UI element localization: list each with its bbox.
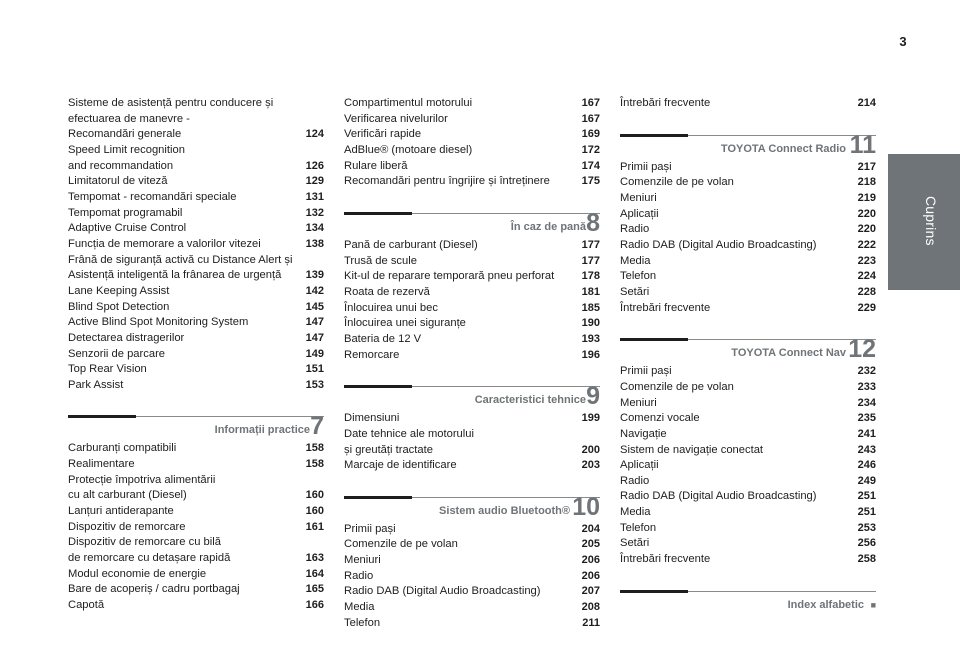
toc-entry-title: Aplicații: [620, 207, 659, 220]
toc-column-1: [68, 96, 324, 614]
toc-entry-page: 222: [857, 238, 876, 251]
toc-entry[interactable]: [68, 378, 324, 394]
toc-entry-title: Media: [344, 601, 375, 614]
section-title[interactable]: În caz de pană: [510, 220, 586, 233]
toc-entry-page: 232: [857, 365, 876, 378]
toc-entry-title: Primii pași: [344, 522, 396, 535]
toc-entry-page: 196: [581, 348, 600, 361]
toc-list: [344, 522, 600, 632]
section-header-index: [620, 578, 876, 614]
toc-entry-page: 193: [581, 332, 600, 345]
toc-entry[interactable]: [620, 536, 876, 552]
section-rule-thin: [412, 386, 600, 387]
toc-entry-page: 217: [857, 160, 876, 173]
toc-entry-page: 149: [305, 347, 324, 360]
section-number: 12: [848, 335, 876, 364]
toc-entry-page: 206: [581, 554, 600, 567]
toc-entry[interactable]: [68, 504, 324, 520]
toc-entry[interactable]: [620, 269, 876, 285]
toc-entry-title: Radio DAB (Digital Audio Broadcasting): [620, 490, 817, 503]
toc-entry[interactable]: [344, 254, 600, 270]
section-header-12: [620, 326, 876, 362]
toc-entry[interactable]: [68, 457, 324, 473]
toc-entry[interactable]: [344, 411, 600, 427]
toc-entry-page: 163: [305, 552, 324, 565]
toc-entry[interactable]: [344, 348, 600, 364]
toc-list: [68, 441, 324, 613]
toc-entry[interactable]: [344, 569, 600, 585]
section-title[interactable]: TOYOTA Connect Radio: [720, 142, 846, 155]
section-title[interactable]: Caracteristici tehnice: [474, 394, 586, 407]
section-number: 9: [586, 382, 600, 411]
toc-list: [620, 160, 876, 317]
toc-entry[interactable]: [68, 535, 324, 551]
toc-entry-title: Comenzile de pe volan: [344, 538, 458, 551]
toc-entry-title: Adaptive Cruise Control: [68, 222, 187, 235]
toc-entry[interactable]: [620, 254, 876, 270]
section-rule-thin: [412, 213, 600, 214]
toc-entry-page: 142: [305, 284, 324, 297]
toc-entry[interactable]: [344, 427, 600, 443]
toc-entry-title: Primii pași: [620, 365, 672, 378]
toc-entry[interactable]: [344, 238, 600, 254]
toc-entry[interactable]: [620, 207, 876, 223]
toc-entry[interactable]: [620, 489, 876, 505]
toc-entry-page: 219: [857, 191, 876, 204]
toc-entry-title: Telefon: [620, 270, 657, 283]
toc-entry-title: Setări: [620, 537, 650, 550]
toc-entry-title: Comenzile de pe volan: [620, 380, 734, 393]
toc-entry-page: 167: [581, 97, 600, 109]
section-rule: [620, 338, 688, 341]
toc-entry-title: Întrebări frecvente: [620, 97, 711, 109]
toc-entry-page: 241: [857, 427, 876, 440]
toc-entry[interactable]: [344, 553, 600, 569]
section-rule: [344, 212, 412, 215]
toc-entry[interactable]: [68, 253, 324, 269]
toc-entry-page: 147: [305, 331, 324, 344]
toc-entry[interactable]: [344, 616, 600, 632]
toc-entry[interactable]: [344, 269, 600, 285]
toc-entry-title: Tempomat programabil: [68, 206, 183, 219]
toc-entry-title: Remorcare: [344, 348, 400, 361]
side-tab-label: Cuprins: [923, 196, 939, 246]
toc-entry-page: 129: [305, 175, 324, 188]
toc-entry-title: Comenzile de pe volan: [620, 176, 734, 189]
toc-entry[interactable]: [344, 285, 600, 301]
toc-entry-page: 158: [305, 442, 324, 455]
toc-entry-page: 147: [305, 316, 324, 329]
toc-entry-page: 224: [857, 270, 876, 283]
toc-entry-page: 158: [305, 458, 324, 471]
toc-entry[interactable]: [620, 238, 876, 254]
toc-entry-title: Verificări rapide: [344, 128, 422, 141]
section-header-7: [68, 403, 324, 439]
toc-entry-title: Media: [620, 254, 651, 267]
section-rule-thin: [688, 135, 876, 136]
toc-entry-title: Radio DAB (Digital Audio Broadcasting): [344, 585, 541, 598]
toc-entry[interactable]: [620, 474, 876, 490]
toc-entry[interactable]: [344, 584, 600, 600]
toc-entry[interactable]: [68, 190, 324, 206]
toc-entry-page: 203: [581, 459, 600, 472]
toc-entry-title: Sisteme de asistență pentru conducere și: [68, 97, 274, 109]
toc-entry-page: 199: [581, 412, 600, 425]
toc-entry-title: Kit-ul de reparare temporară pneu perforat: [344, 270, 555, 283]
toc-entry-title: Dimensiuni: [344, 412, 400, 425]
section-rule: [620, 134, 688, 137]
toc-entry[interactable]: [620, 505, 876, 521]
toc-entry-title: Radio: [620, 474, 650, 487]
toc-entry-title: Top Rear Vision: [68, 363, 147, 376]
toc-column-3: [620, 96, 876, 616]
toc-list: [68, 96, 324, 393]
toc-entry[interactable]: [68, 347, 324, 363]
toc-entry-title: cu alt carburant (Diesel): [68, 489, 187, 502]
toc-entry-page: 256: [857, 537, 876, 550]
toc-entry-title: Recomandări pentru îngrijire și întreținere: [344, 175, 550, 188]
section-rule-thin: [136, 416, 324, 417]
toc-entry[interactable]: [620, 411, 876, 427]
toc-entry[interactable]: [620, 396, 876, 412]
toc-entry-page: 166: [305, 599, 324, 612]
toc-entry-title: Senzorii de parcare: [68, 347, 166, 360]
toc-entry-page: 124: [305, 128, 324, 141]
toc-entry-page: 243: [857, 443, 876, 456]
toc-entry-page: 160: [305, 505, 324, 518]
toc-entry-title: Realimentare: [68, 458, 135, 471]
toc-entry-page: 200: [581, 443, 600, 456]
toc-entry-page: 229: [857, 301, 876, 314]
toc-entry-page: 214: [857, 97, 876, 109]
toc-entry-page: 220: [857, 207, 876, 220]
toc-entry-page: 185: [581, 301, 600, 314]
square-marker-icon: ■: [870, 599, 876, 610]
toc-entry-page: 205: [581, 538, 600, 551]
toc-entry-page: 211: [582, 616, 600, 629]
toc-entry[interactable]: [344, 316, 600, 332]
toc-entry-page: 151: [305, 363, 324, 376]
toc-entry-title: Bare de acoperiș / cadru portbagaj: [68, 583, 240, 596]
toc-entry[interactable]: [68, 598, 324, 614]
toc-entry-title: Park Assist: [68, 378, 124, 391]
toc-entry[interactable]: [68, 331, 324, 347]
toc-entry-title: Modul economie de energie: [68, 567, 207, 580]
toc-entry-title: AdBlue® (motoare diesel): [344, 143, 473, 156]
toc-entry-title: de remorcare cu detașare rapidă: [68, 552, 231, 565]
toc-entry[interactable]: [620, 443, 876, 459]
section-rule: [620, 590, 688, 593]
toc-entry[interactable]: [344, 127, 600, 143]
toc-entry[interactable]: [620, 222, 876, 238]
page-number: 3: [899, 34, 907, 49]
toc-entry-page: 165: [305, 583, 324, 596]
toc-entry[interactable]: [620, 160, 876, 176]
toc-entry[interactable]: [620, 380, 876, 396]
toc-entry-title: Radio DAB (Digital Audio Broadcasting): [620, 238, 817, 251]
toc-entry[interactable]: [68, 268, 324, 284]
toc-entry-page: 131: [305, 190, 324, 203]
toc-entry[interactable]: [344, 301, 600, 317]
toc-entry[interactable]: [344, 458, 600, 474]
toc-entry-page: 178: [581, 270, 600, 283]
toc-entry[interactable]: [68, 96, 324, 112]
toc-entry-title: Înlocuirea unei siguranțe: [344, 317, 466, 330]
toc-entry-page: 175: [581, 175, 600, 188]
toc-entry-title: Aplicații: [620, 459, 659, 472]
toc-entry[interactable]: [68, 473, 324, 489]
toc-entry-title: Telefon: [344, 616, 381, 629]
section-number: 7: [310, 412, 324, 441]
toc-entry-title: Tempomat - recomandări speciale: [68, 190, 237, 203]
toc-list: [344, 96, 600, 190]
toc-entry[interactable]: [344, 600, 600, 616]
toc-entry[interactable]: [344, 96, 600, 112]
toc-entry[interactable]: [68, 237, 324, 253]
toc-entry[interactable]: [620, 301, 876, 317]
toc-entry-page: 177: [581, 254, 600, 267]
toc-entry[interactable]: [68, 143, 324, 159]
section-number: 8: [586, 208, 600, 237]
toc-entry-title: Lanțuri antiderapante: [68, 505, 174, 518]
section-rule: [344, 496, 412, 499]
toc-entry-title: Bateria de 12 V: [344, 332, 422, 345]
toc-entry[interactable]: [68, 551, 324, 567]
toc-entry-title: Meniuri: [344, 554, 381, 567]
toc-entry-title: Detectarea distragerilor: [68, 331, 185, 344]
toc-entry-page: 251: [857, 490, 876, 503]
toc-entry-page: 233: [857, 380, 876, 393]
toc-entry-page: 134: [305, 222, 324, 235]
toc-entry-title: Media: [620, 506, 651, 519]
toc-entry-page: 126: [305, 159, 324, 172]
toc-entry[interactable]: [344, 332, 600, 348]
toc-entry-page: 249: [857, 474, 876, 487]
toc-entry[interactable]: [620, 191, 876, 207]
section-header-8: [344, 200, 600, 236]
toc-entry-title: Lane Keeping Assist: [68, 284, 170, 297]
section-number: 11: [849, 130, 876, 159]
section-title[interactable]: Informații practice: [214, 424, 310, 437]
toc-entry[interactable]: [620, 427, 876, 443]
toc-entry-title: Verificarea nivelurilor: [344, 112, 448, 125]
toc-entry[interactable]: [68, 488, 324, 504]
toc-entry-title: Telefon: [620, 521, 657, 534]
section-title[interactable]: TOYOTA Connect Nav: [731, 347, 846, 360]
section-number: 10: [572, 492, 600, 521]
toc-entry[interactable]: [344, 159, 600, 175]
toc-entry[interactable]: [344, 443, 600, 459]
section-header-9: [344, 373, 600, 409]
toc-entry-title: Active Blind Spot Monitoring System: [68, 316, 249, 329]
toc-entry-title: Întrebări frecvente: [620, 553, 711, 566]
toc-entry-page: 258: [857, 553, 876, 566]
toc-entry-page: 228: [857, 285, 876, 298]
toc-entry[interactable]: [68, 221, 324, 237]
toc-entry-title: Înlocuirea unui bec: [344, 301, 438, 314]
toc-entry-page: 251: [857, 506, 876, 519]
toc-entry-title: Radio: [620, 223, 650, 236]
toc-entry-page: 204: [581, 522, 600, 535]
toc-entry[interactable]: [344, 143, 600, 159]
toc-entry[interactable]: [68, 174, 324, 190]
toc-entry[interactable]: [68, 159, 324, 175]
toc-entry[interactable]: [68, 520, 324, 536]
toc-entry-page: 169: [581, 128, 600, 141]
toc-entry-page: 207: [581, 585, 600, 598]
toc-entry[interactable]: [68, 300, 324, 316]
toc-entry-title: Întrebări frecvente: [620, 301, 711, 314]
toc-list: [344, 411, 600, 474]
toc-entry[interactable]: [68, 206, 324, 222]
toc-entry[interactable]: [620, 552, 876, 568]
section-header-10: [344, 484, 600, 520]
toc-entry-page: 246: [857, 459, 876, 472]
toc-entry-title: Radio: [344, 569, 374, 582]
toc-list: [344, 238, 600, 363]
toc-entry-page: 167: [581, 112, 600, 125]
toc-entry[interactable]: [68, 315, 324, 331]
toc-entry-page: 172: [581, 143, 600, 156]
toc-entry-title: Pană de carburant (Diesel): [344, 238, 478, 251]
toc-entry-page: 161: [305, 520, 324, 533]
toc-entry[interactable]: [620, 521, 876, 537]
toc-entry-page: 145: [305, 300, 324, 313]
toc-entry-page: 206: [581, 569, 600, 582]
toc-entry-title: Rulare liberă: [344, 159, 408, 172]
toc-entry[interactable]: [68, 362, 324, 378]
toc-entry[interactable]: [68, 582, 324, 598]
section-header-11: [620, 122, 876, 158]
toc-entry[interactable]: [620, 364, 876, 380]
toc-column-2: [344, 96, 600, 631]
toc-entry-page: 174: [581, 159, 600, 172]
toc-entry-page: 138: [305, 237, 324, 250]
toc-entry-title: Meniuri: [620, 396, 657, 409]
toc-entry-title: Protecție împotriva alimentării: [68, 473, 216, 486]
toc-entry-title: Marcaje de identificare: [344, 459, 457, 472]
toc-entry[interactable]: [620, 285, 876, 301]
toc-entry-title: Compartimentul motorului: [344, 97, 473, 109]
toc-entry-title: Recomandări generale: [68, 128, 182, 141]
section-rule: [68, 415, 136, 418]
toc-entry-title: Date tehnice ale motorului: [344, 427, 474, 440]
toc-entry-title: Setări: [620, 285, 650, 298]
toc-entry-title: Funcția de memorare a valorilor vitezei: [68, 237, 261, 250]
toc-entry-page: 153: [305, 378, 324, 391]
toc-entry-page: 223: [857, 254, 876, 267]
toc-entry[interactable]: [68, 112, 324, 128]
toc-entry-page: 132: [305, 206, 324, 219]
toc-entry-title: Dispozitiv de remorcare: [68, 520, 186, 533]
toc-entry[interactable]: [344, 537, 600, 553]
toc-entry[interactable]: [68, 127, 324, 143]
toc-entry-title: Capotă: [68, 599, 105, 612]
toc-entry-title: și greutăți tractate: [344, 443, 433, 456]
toc-entry-title: efectuarea de manevre -: [68, 112, 190, 125]
toc-entry-page: 218: [857, 176, 876, 189]
toc-entry[interactable]: [344, 174, 600, 190]
toc-entry-title: Speed Limit recognition: [68, 143, 185, 156]
toc-entry-page: 181: [581, 285, 600, 298]
section-title[interactable]: Index alfabetic: [787, 598, 864, 611]
toc-entry[interactable]: [344, 112, 600, 128]
toc-entry-page: 164: [305, 567, 324, 580]
toc-entry-title: Blind Spot Detection: [68, 300, 170, 313]
toc-entry-page: 253: [857, 521, 876, 534]
toc-entry-page: 234: [857, 396, 876, 409]
toc-entry-title: Dispozitiv de remorcare cu bilă: [68, 536, 221, 549]
toc-entry-title: Navigație: [620, 427, 667, 440]
toc-entry-page: 190: [581, 317, 600, 330]
toc-entry-title: and recommandation: [68, 159, 174, 172]
toc-entry[interactable]: [620, 96, 876, 112]
toc-entry-title: Comenzi vocale: [620, 412, 700, 425]
toc-entry-title: Primii pași: [620, 160, 672, 173]
toc-entry-page: 208: [581, 601, 600, 614]
toc-entry[interactable]: [620, 458, 876, 474]
toc-entry-page: 220: [857, 223, 876, 236]
toc-entry-title: Limitatorul de viteză: [68, 175, 168, 188]
toc-list: [620, 96, 876, 112]
toc-entry-page: 160: [305, 489, 324, 502]
toc-entry[interactable]: [344, 522, 600, 538]
toc-entry-page: 235: [857, 412, 876, 425]
toc-entry-title: Asistență inteligentă la frânarea de urgență: [68, 269, 282, 282]
toc-entry-page: 139: [305, 269, 324, 282]
toc-entry-page: 177: [581, 238, 600, 251]
toc-entry-title: Trusă de scule: [344, 254, 417, 267]
toc-entry-title: Carburanți compatibili: [68, 442, 177, 455]
toc-entry[interactable]: [620, 175, 876, 191]
toc-entry-title: Sistem de navigație conectat: [620, 443, 764, 456]
toc-entry[interactable]: [68, 284, 324, 300]
toc-entry-title: Roata de rezervă: [344, 285, 430, 298]
toc-entry-title: Meniuri: [620, 191, 657, 204]
section-title[interactable]: Sistem audio Bluetooth®: [439, 504, 570, 517]
toc-entry[interactable]: [68, 441, 324, 457]
toc-list: [620, 364, 876, 568]
toc-entry[interactable]: [68, 567, 324, 583]
section-rule-thin: [688, 591, 876, 592]
toc-entry-title: Frână de siguranță activă cu Distance Alert și: [68, 253, 293, 266]
section-rule: [344, 385, 412, 388]
